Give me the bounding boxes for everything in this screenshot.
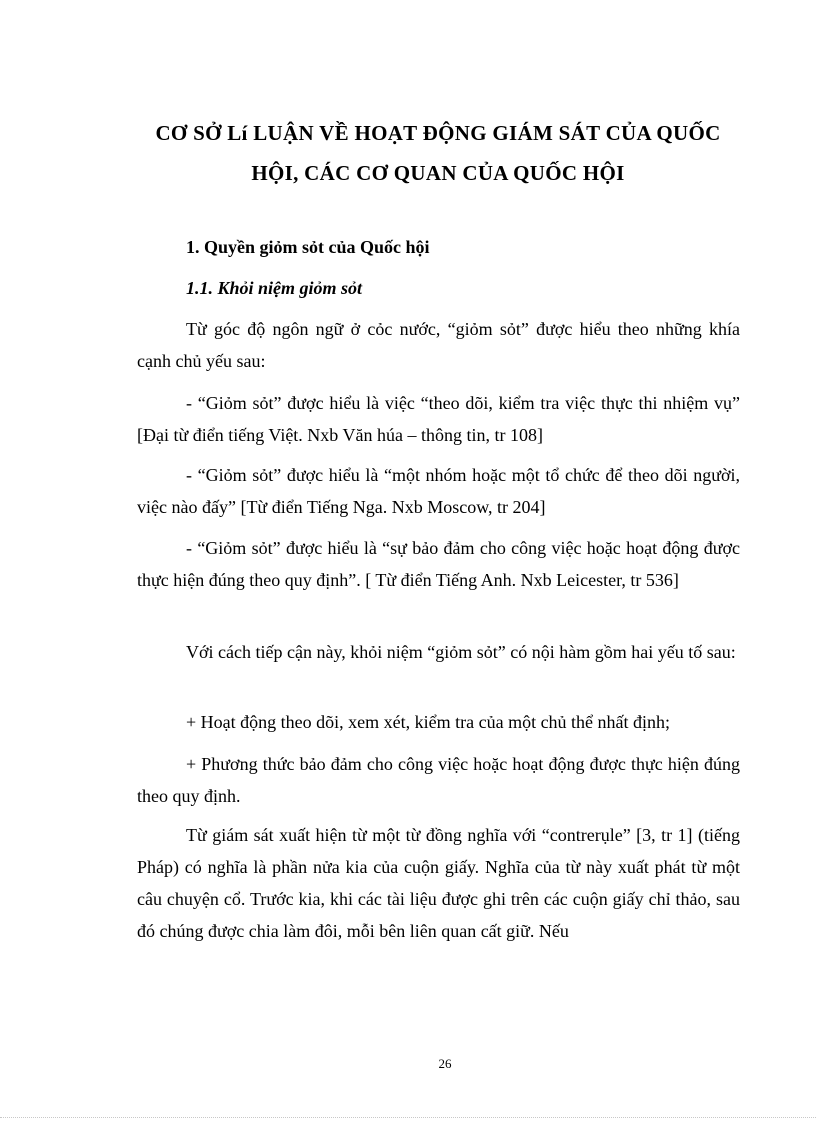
paragraph: Từ giám sát xuất hiện từ một từ đồng nghĩa với “contrerụle” [3, tr 1] (tiếng Pháp) có nghĩa là phần nửa kia của cuộn giấy. Nghĩa của từ này xuất phát từ một câu chuyện cổ. Trước kia, khi các tài liệu được ghi trên các cuộn giấy chỉ thảo, sau đó chúng được chia làm đôi, mỗi bên liên quan cất giữ. Nếu (137, 825, 740, 941)
paragraph: - “Giỏm sỏt” được hiểu là “sự bảo đảm cho công việc hoặc hoạt động được thực hiện đúng theo quy định”. [ Từ điển Tiếng Anh. Nxb Leicester, tr 536] (137, 538, 740, 590)
page-number: 26 (438, 1056, 452, 1071)
page-bottom-divider (0, 1117, 816, 1118)
chapter-title-line-1: CƠ SỞ Lí LUẬN VỀ HOẠT ĐỘNG GIÁM SÁT CỦA QUỐC (155, 121, 721, 145)
paragraph: Với cách tiếp cận này, khỏi niệm “giỏm sỏt” có nội hàm gồm hai yếu tố sau: (186, 642, 736, 662)
chapter-title (100, 113, 776, 193)
paragraph: Từ góc độ ngôn ngữ ở cỏc nước, “giỏm sỏt” được hiểu theo những khía cạnh chủ yếu sau: (137, 319, 740, 371)
paragraph: - “Giỏm sỏt” được hiểu là việc “theo dõi, kiểm tra việc thực thi nhiệm vụ” [Đại từ điển tiếng Việt. Nxb Văn húa – thông tin, tr 108] (137, 393, 740, 445)
chapter-title-line-2: HỘI, CÁC CƠ QUAN CỦA QUỐC HỘI (251, 161, 625, 185)
subsection-heading: 1.1. Khỏi niệm giỏm sỏt (186, 278, 363, 298)
paragraph: - “Giỏm sỏt” được hiểu là “một nhóm hoặc một tổ chức để theo dõi người, việc nào đấy” [Từ điển Tiếng Nga. Nxb Moscow, tr 204] (137, 465, 740, 517)
paragraph: + Hoạt động theo dõi, xem xét, kiểm tra của một chủ thể nhất định; (186, 712, 671, 732)
section-heading: 1. Quyền giỏm sỏt của Quốc hội (186, 237, 430, 257)
paragraph: + Phương thức bảo đảm cho công việc hoặc hoạt động được thực hiện đúng theo quy định. (137, 754, 740, 806)
